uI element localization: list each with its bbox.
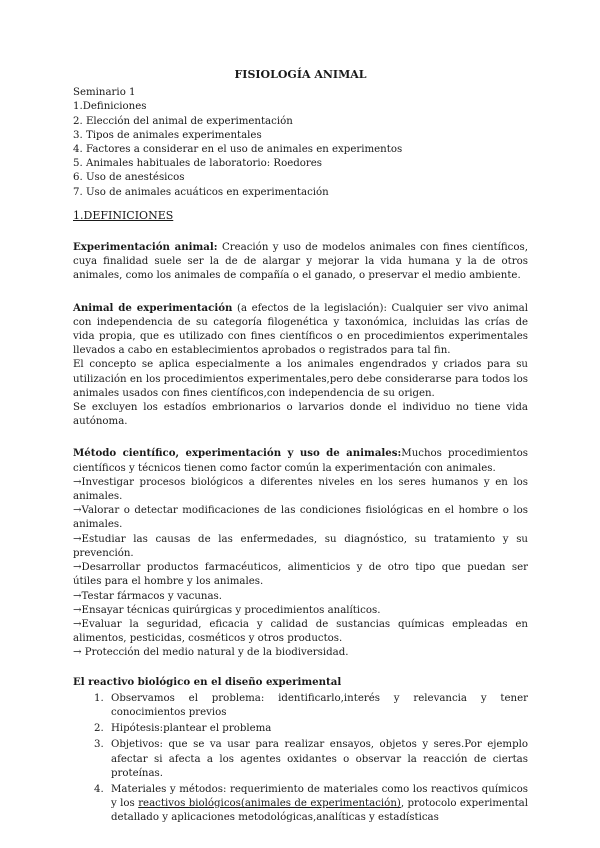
- toc-item: 6. Uso de anestésicos: [73, 172, 185, 184]
- numbered-list: [73, 692, 528, 826]
- list-item: [107, 783, 528, 826]
- definition-paragraph: [73, 240, 528, 284]
- list-item: 2. Hipótesis:plantear el problema: [107, 722, 528, 736]
- arrow-list-item: →Estudiar las causas de las enfermedades, su diagnóstico, su tratamiento y su prevención.: [73, 533, 528, 559]
- arrow-list-item: → Protección del medio natural y de la biodiversidad.: [73, 647, 349, 659]
- subsection-heading: [73, 675, 528, 690]
- definition-text: Creación y uso de modelos animales con fines científicos, cuya finalidad suele ser la de de alargar y mejorar la vida humana y la de otros animales, como los animales de compañía o el ganado, o preservar el medio ambiente.: [73, 242, 528, 282]
- toc-item: 7. Uso de animales acuáticos en experimentación: [73, 186, 329, 198]
- list-item: 1. Observamos el problema: identificarlo,interés y relevancia y tener conocimientos previos: [107, 692, 528, 720]
- subsection-heading-text: El reactivo biológico en el diseño experimental: [73, 675, 342, 688]
- definition-term: Método científico, experimentación y uso de animales:: [73, 447, 402, 460]
- paragraph: Se excluyen los estadíos embrionarios o larvarios donde el individuo no tiene vida autónoma.: [73, 402, 528, 428]
- definition-paragraph: [73, 446, 528, 475]
- document-page: [73, 68, 528, 828]
- list-item: 3. Objetivos: que se va usar para realizar ensayos, objetos y seres.Por ejemplo afectar si afecta a los agentes oxidantes o observar la reacción de ciertas proteínas.: [107, 738, 528, 781]
- definition-term: Experimentación animal:: [73, 241, 218, 254]
- table-of-contents: [73, 86, 528, 200]
- underlined-text: reactivos biológicos(animales de experimentación): [138, 798, 401, 810]
- toc-item: 3. Tipos de animales experimentales: [73, 129, 262, 141]
- arrow-list-item: →Investigar procesos biológicos a diferentes niveles en los seres humanos y en los animales.: [73, 476, 528, 503]
- definition-term: Animal de experimentación: [73, 301, 233, 314]
- list-item-text: Materiales y métodos: requerimiento de materiales como los reactivos químicos y los: [111, 783, 528, 810]
- arrow-list-item: →Testar fármacos y vacunas.: [73, 590, 223, 602]
- definition-text: (a efectos de la legislación): Cualquier ser vivo animal con independencia de su categoría filogenética y taxonómica, incluidas las crías de vida propia, que es utilizado con fines científicos o en procedimientos experimentales llevados a cabo en establecimientos aprobados o registrados para tal fin.: [73, 302, 528, 357]
- toc-item: 1.Definiciones: [73, 101, 147, 113]
- arrow-list-item: →Desarrollar productos farmacéuticos, alimenticios y de otro tipo que puedan ser útiles para el hombre y los animales.: [73, 562, 528, 588]
- section-heading: 1.DEFINICIONES: [73, 208, 174, 222]
- toc-item: 5. Animales habituales de laboratorio: Roedores: [73, 158, 323, 170]
- toc-item: 4. Factores a considerar en el uso de animales en experimentos: [73, 144, 403, 156]
- document-title: FISIOLOGÍA ANIMAL: [234, 68, 367, 81]
- paragraph: El concepto se aplica especialmente a los animales engendrados y criados para su utilización en los procedimientos experimentales,pero debe considerarse para todos los animales usados con fines científicos,con independencia de su origen.: [73, 359, 528, 399]
- definition-paragraph: [73, 301, 528, 359]
- arrow-list-item: →Ensayar técnicas quirúrgicas y procedimientos analíticos.: [73, 604, 381, 616]
- arrow-list-item: →Valorar o detectar modificaciones de las condiciones fisiológicas en el hombre o los animales.: [73, 505, 528, 531]
- toc-item: 2. Elección del animal de experimentación: [73, 115, 293, 127]
- toc-item: Seminario 1: [73, 87, 136, 99]
- definition-text: Muchos procedimientos científicos y técnicos tienen como factor común la experimentación con animales.: [73, 448, 528, 474]
- list-item-text: , protocolo experimental detallado y aplicaciones metodológicas,analíticas y estadísticas: [111, 798, 529, 824]
- arrow-list-item: →Evaluar la seguridad, eficacia y calidad de sustancias químicas empleadas en alimentos, pesticidas, cosméticos y otros productos.: [73, 618, 528, 645]
